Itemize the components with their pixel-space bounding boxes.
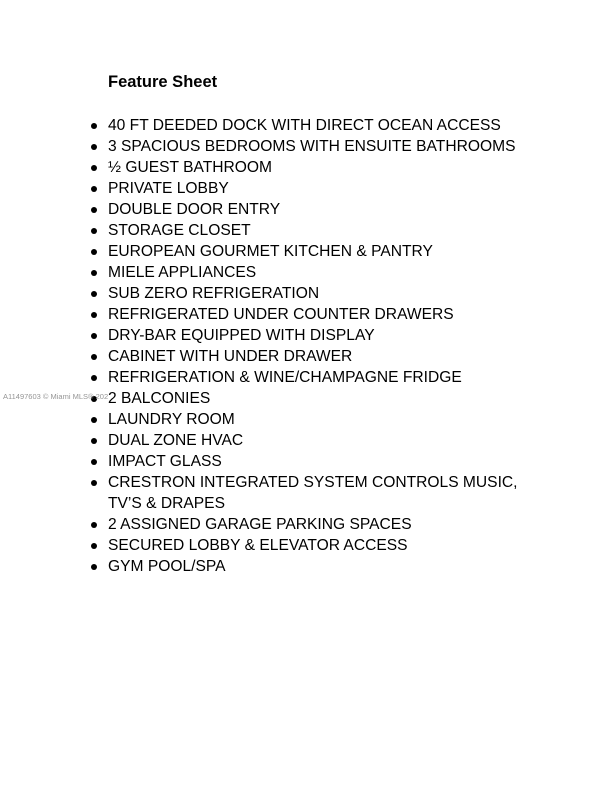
- feature-text: MIELE APPLIANCES: [108, 264, 257, 281]
- bullet-icon: [91, 333, 97, 339]
- feature-text: DRY-BAR EQUIPPED WITH DISPLAY: [108, 327, 375, 344]
- feature-item: [0, 430, 538, 451]
- feature-item: [0, 451, 538, 472]
- feature-item: [0, 241, 538, 262]
- feature-text: SECURED LOBBY & ELEVATOR ACCESS: [108, 537, 408, 554]
- feature-text: DOUBLE DOOR ENTRY: [108, 201, 281, 218]
- feature-text: 2 BALCONIES: [108, 390, 211, 407]
- bullet-icon: [91, 123, 97, 129]
- bullet-icon: [91, 207, 97, 213]
- bullet-icon: [91, 228, 97, 234]
- feature-text: CABINET WITH UNDER DRAWER: [108, 348, 353, 365]
- bullet-icon: [91, 459, 97, 465]
- bullet-icon: [91, 417, 97, 423]
- page-title: Feature Sheet: [108, 73, 218, 91]
- bullet-icon: [91, 564, 97, 570]
- bullet-icon: [91, 270, 97, 276]
- feature-item: [0, 409, 538, 430]
- feature-item: [0, 514, 538, 535]
- feature-item: [0, 283, 538, 304]
- feature-text: LAUNDRY ROOM: [108, 411, 235, 428]
- bullet-icon: [91, 522, 97, 528]
- bullet-icon: [91, 249, 97, 255]
- feature-item: [0, 157, 538, 178]
- feature-item: [0, 220, 538, 241]
- feature-text: 3 SPACIOUS BEDROOMS WITH ENSUITE BATHROOMS: [108, 138, 516, 155]
- bullet-icon: [91, 543, 97, 549]
- feature-text: GYM POOL/SPA: [108, 558, 226, 575]
- feature-text: STORAGE CLOSET: [108, 222, 251, 239]
- feature-text: PRIVATE LOBBY: [108, 180, 229, 197]
- feature-item: [0, 262, 538, 283]
- bullet-icon: [91, 291, 97, 297]
- feature-text: REFRIGERATED UNDER COUNTER DRAWERS: [108, 306, 454, 323]
- feature-item: [0, 199, 538, 220]
- feature-item: [0, 346, 538, 367]
- feature-text: SUB ZERO REFRIGERATION: [108, 285, 320, 302]
- feature-text: IMPACT GLASS: [108, 453, 222, 470]
- feature-list: [0, 115, 612, 577]
- feature-item: [0, 535, 538, 556]
- feature-item: [0, 556, 538, 577]
- feature-text: EUROPEAN GOURMET KITCHEN & PANTRY: [108, 243, 433, 260]
- feature-item: [0, 136, 538, 157]
- watermark: A11497603 © Miami MLS® 202: [3, 392, 109, 401]
- feature-text: 40 FT DEEDED DOCK WITH DIRECT OCEAN ACCESS: [108, 117, 501, 134]
- bullet-icon: [91, 375, 97, 381]
- feature-item: [0, 115, 538, 136]
- feature-item: [0, 178, 538, 199]
- bullet-icon: [91, 354, 97, 360]
- feature-text: REFRIGERATION & WINE/CHAMPAGNE FRIDGE: [108, 369, 462, 386]
- bullet-icon: [91, 144, 97, 150]
- bullet-icon: [91, 165, 97, 171]
- bullet-icon: [91, 186, 97, 192]
- feature-item: [0, 325, 538, 346]
- feature-text: ½ GUEST BATHROOM: [108, 159, 273, 176]
- feature-text: 2 ASSIGNED GARAGE PARKING SPACES: [108, 516, 412, 533]
- feature-text: CRESTRON INTEGRATED SYSTEM CONTROLS MUSIC, TV’S & DRAPES: [108, 474, 518, 512]
- bullet-icon: [91, 312, 97, 318]
- bullet-icon: [91, 480, 97, 486]
- feature-item: [0, 472, 538, 514]
- feature-item: [0, 304, 538, 325]
- feature-text: DUAL ZONE HVAC: [108, 432, 244, 449]
- feature-item: [0, 367, 538, 388]
- bullet-icon: [91, 438, 97, 444]
